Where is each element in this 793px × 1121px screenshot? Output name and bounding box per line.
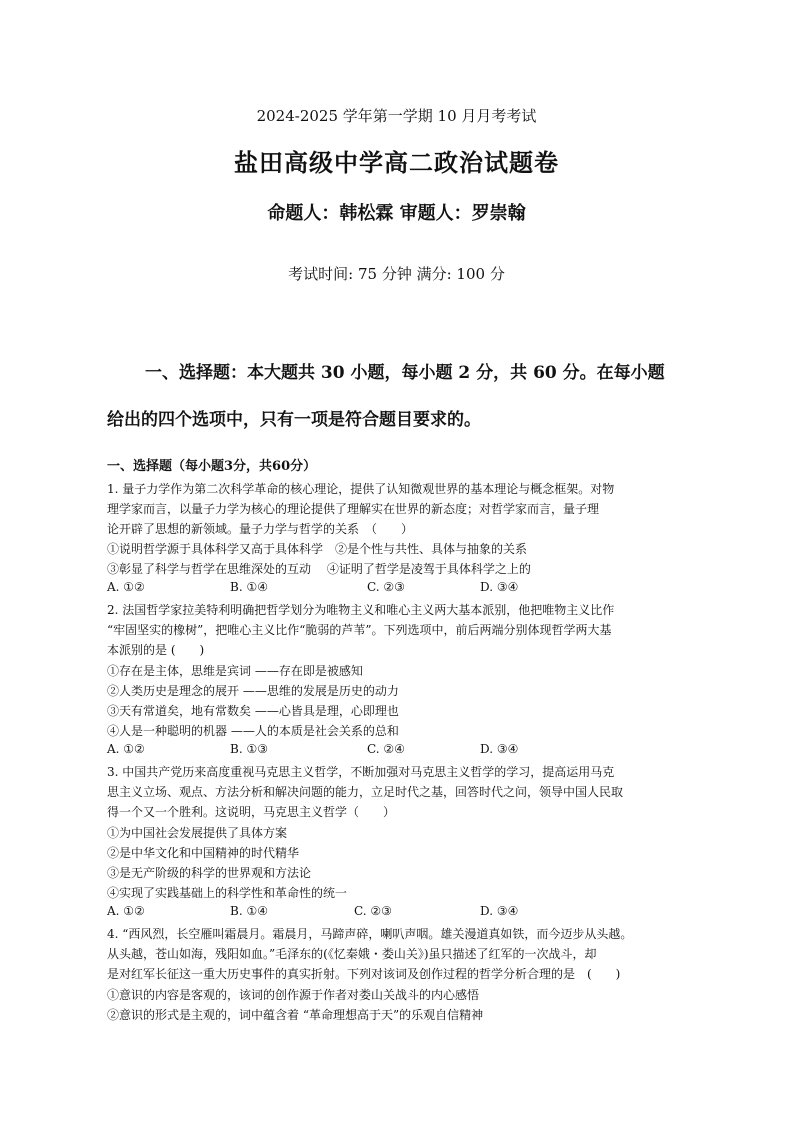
statement-line: ①存在是主体，思维是宾词 ——存在即是被感知 <box>107 664 363 678</box>
question-line: 4. “西风烈，长空雁叫霜晨月。霜晨月，马蹄声碎，喇叭声咽。雄关漫道真如铁，而今迈步从头越。 <box>107 927 633 941</box>
instruction-line-1: 一、选择题：本大题共 30 小题，每小题 2 分，共 60 分。在每小题 <box>145 363 665 383</box>
option-a: A. ①② <box>107 580 145 594</box>
section-heading: 一、选择题（每小题3分，共60分） <box>107 459 317 474</box>
paper-title: 盐田高级中学高二政治试题卷 <box>234 148 559 177</box>
statement-line: ④人是一种聪明的机器 ——人的本质是社会关系的总和 <box>107 724 399 738</box>
option-a: A. ①② <box>107 742 145 756</box>
option-b: B. ①④ <box>230 580 268 594</box>
question-line: “牢固坚实的橡树”，把唯心主义比作“脆弱的芦苇”。下列选项中，前后两端分别体现哲学两大基 <box>107 623 612 637</box>
authors-line: 命题人：韩松霖 审题人：罗崇翰 <box>267 203 526 224</box>
options-row <box>107 580 667 596</box>
question-line: 是对红军长征这一重大历史事件的真实折射。下列对该词及创作过程的哲学分析合理的是 ( ) <box>107 967 621 981</box>
statement-line: ②是中华文化和中国精神的时代精华 <box>107 846 300 860</box>
question-line: 2. 法国哲学家拉美特利明确把哲学划分为唯物主义和唯心主义两大基本派别，他把唯物主义比作 <box>107 603 615 617</box>
statement-line: ①说明哲学源于具体科学又高于具体科学 ②是个性与共性、具体与抽象的关系 <box>107 542 528 556</box>
statement-line: ①意识的内容是客观的，该词的创作源于作者对娄山关战斗的内心感悟 <box>107 988 480 1002</box>
question-line: 理学家而言，以量子力学为核心的理论提供了理解实在世界的新态度；对哲学家而言，量子理 <box>107 502 600 516</box>
exam-time-score: 考试时间: 75 分钟 满分: 100 分 <box>288 265 505 283</box>
exam-term-line: 2024-2025 学年第一学期 10 月月考考试 <box>256 107 537 125</box>
statement-line: ③是无产阶级的科学的世界观和方法论 <box>107 866 312 880</box>
instruction-line-2: 给出的四个选项中，只有一项是符合题目要求的。 <box>107 410 481 430</box>
question-line: 1. 量子力学作为第二次科学革命的核心理论，提供了认知微观世界的基本理论与概念框架。对物 <box>107 482 615 496</box>
question-line: 3. 中国共产党历来高度重视马克思主义哲学，不断加强对马克思主义哲学的学习，提高运用马克 <box>107 765 615 779</box>
statement-line: ③天有常道矣，地有常数矣 ——心皆具是理，心即理也 <box>107 704 399 718</box>
statement-line: ①为中国社会发展提供了具体方案 <box>107 826 288 840</box>
statement-line: ③彰显了科学与哲学在思维深处的互动 ④证明了哲学是凌驾于具体科学之上的 <box>107 562 531 576</box>
option-b: B. ①④ <box>230 904 268 918</box>
question-line: 本派别的是 ( ) <box>107 643 205 657</box>
option-d: D. ③④ <box>480 742 519 756</box>
option-c: C. ②③ <box>367 580 405 594</box>
option-d: D. ③④ <box>480 580 519 594</box>
statement-line: ②人类历史是理念的展开 ——思维的发展是历史的动力 <box>107 684 399 698</box>
option-c: C. ②③ <box>354 904 392 918</box>
question-line: 得一个又一个胜利。这说明，马克思主义哲学（ ） <box>107 805 396 819</box>
question-line: 论开辟了思想的新领域。量子力学与哲学的关系 （ ） <box>107 522 414 536</box>
statement-line: ④实现了实践基础上的科学性和革命性的统一 <box>107 886 348 900</box>
question-line: 思主义立场、观点、方法分析和解决问题的能力，立足时代之基，回答时代之问，领导中国人民取 <box>107 785 624 799</box>
option-c: C. ②④ <box>367 742 405 756</box>
statement-line: ②意识的形式是主观的，词中蕴含着 “革命理想高于天”的乐观自信精神 <box>107 1008 484 1022</box>
question-line: 从头越，苍山如海，残阳如血。”毛泽东的(《忆秦娥・娄山关》)虽只描述了红军的一次战斗，却 <box>107 947 597 961</box>
options-row <box>107 742 667 758</box>
option-d: D. ③④ <box>480 904 519 918</box>
option-a: A. ①② <box>107 904 145 918</box>
option-b: B. ①③ <box>230 742 268 756</box>
options-row <box>107 904 667 920</box>
